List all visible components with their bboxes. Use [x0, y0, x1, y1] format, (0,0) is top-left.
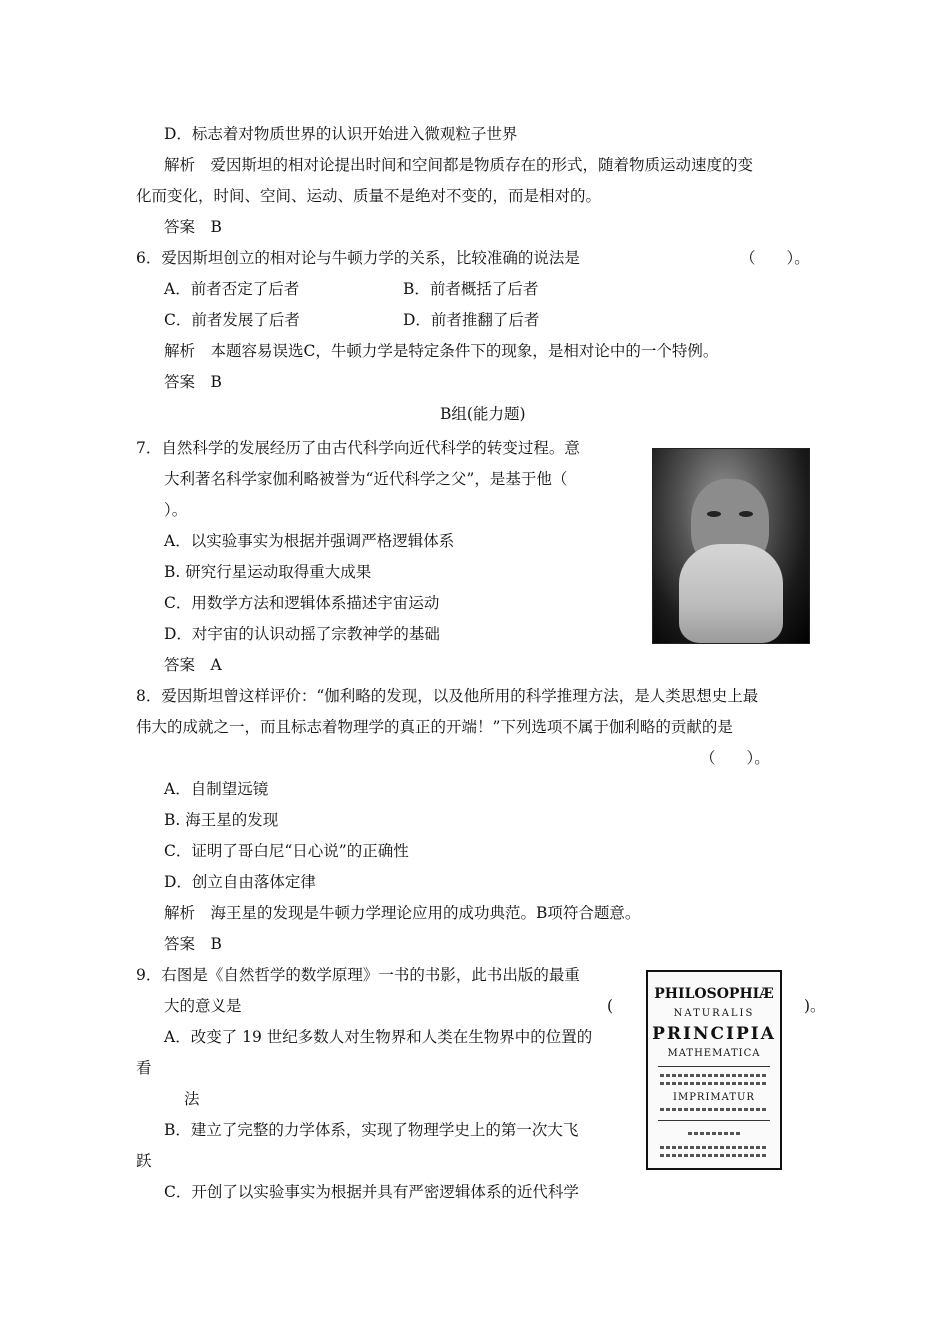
q9-option-b-wrap: 跃 — [136, 1152, 152, 1170]
q8-option-a: A．自制望远镜 — [164, 780, 269, 798]
q8-analysis: 解析 海王星的发现是牛顿力学理论应用的成功典范。B项符合题意。 — [164, 904, 641, 922]
book-small-print — [660, 1082, 768, 1085]
galileo-portrait-image — [652, 448, 810, 644]
q5-answer: 答案 B — [164, 218, 222, 236]
q8-stem: 8．爱因斯坦曾这样评价：“伽利略的发现，以及他所用的科学推理方法，是人类思想史上最 — [136, 687, 759, 705]
q6-bracket: （ ）。 — [740, 249, 810, 267]
q6-option-d: D．前者推翻了后者 — [403, 311, 540, 329]
q5-analysis-cont: 化而变化，时间、空间、运动、质量不是绝对不变的，而是相对的。 — [136, 187, 602, 205]
q7-option-d: D．对宇宙的认识动摇了宗教神学的基础 — [164, 625, 440, 643]
book-small-print — [660, 1154, 768, 1157]
q9-option-c: C．开创了以实验事实为根据并具有严密逻辑体系的近代科学 — [164, 1183, 579, 1201]
book-rule — [658, 1066, 770, 1067]
q6-answer: 答案 B — [164, 373, 222, 391]
q6-option-b: B．前者概括了后者 — [403, 280, 539, 298]
book-imprimatur: IMPRIMATUR — [673, 1092, 755, 1103]
q6-analysis: 解析 本题容易误选C，牛顿力学是特定条件下的现象，是相对论中的一个特例。 — [164, 342, 719, 360]
q7-stem-cont: 大利著名科学家伽利略被誉为“近代科学之父”，是基于他（ — [164, 470, 568, 488]
q9-bracket-close: )。 — [804, 997, 826, 1015]
q8-option-d: D．创立自由落体定律 — [164, 873, 316, 891]
q9-stem: 9．右图是《自然哲学的数学原理》一书的书影，此书出版的最重 — [136, 966, 580, 984]
q5-analysis: 解析 爱因斯坦的相对论提出时间和空间都是物质存在的形式，随着物质运动速度的变 — [164, 156, 754, 174]
q7-option-b: B. 研究行星运动取得重大成果 — [164, 563, 372, 581]
q8-option-b: B. 海王星的发现 — [164, 811, 279, 829]
q9-stem-cont: 大的意义是 — [164, 997, 242, 1015]
q9-option-a: A．改变了 19 世纪多数人对生物界和人类在生物界中的位置的 — [164, 1028, 593, 1046]
q7-option-a: A．以实验事实为根据并强调严格逻辑体系 — [164, 532, 455, 550]
principia-title-page-image — [646, 970, 782, 1170]
q8-stem-cont: 伟大的成就之一，而且标志着物理学的真正的开端！”下列选项不属于伽利略的贡献的是 — [136, 718, 733, 736]
book-small-print — [688, 1132, 740, 1135]
q7-answer: 答案 A — [164, 656, 222, 674]
q9-option-a-wrap1: 看 — [136, 1059, 152, 1077]
q8-option-c: C．证明了哥白尼“日心说”的正确性 — [164, 842, 409, 860]
q9-bracket-open: ( — [607, 997, 614, 1015]
q7-stem-end: ）。 — [164, 501, 188, 519]
q9-option-a-wrap2: 法 — [184, 1090, 200, 1108]
portrait-eye-left — [707, 511, 721, 517]
q6-option-c: C．前者发展了后者 — [164, 311, 300, 329]
q6-option-a: A．前者否定了后者 — [164, 280, 300, 298]
book-title-line1: PHILOSOPHIÆ — [654, 986, 774, 1002]
book-title-line3: PRINCIPIA — [652, 1024, 776, 1044]
q8-bracket: （ ）。 — [700, 749, 770, 767]
book-small-print — [660, 1108, 768, 1111]
q7-option-c: C．用数学方法和逻辑体系描述宇宙运动 — [164, 594, 440, 612]
q7-stem: 7．自然科学的发展经历了由古代科学向近代科学的转变过程。意 — [136, 439, 580, 457]
q6-stem: 6．爱因斯坦创立的相对论与牛顿力学的关系，比较准确的说法是 — [136, 249, 580, 267]
q5-option-d: D．标志着对物质世界的认识开始进入微观粒子世界 — [164, 125, 518, 143]
book-title-line2: NATURALIS — [673, 1008, 755, 1019]
q9-option-b: B．建立了完整的力学体系，实现了物理学史上的第一次大飞 — [164, 1121, 579, 1139]
portrait-eye-right — [739, 511, 753, 517]
portrait-beard — [679, 544, 783, 643]
section-heading: B组(能力题) — [440, 405, 526, 423]
book-small-print — [660, 1074, 768, 1077]
book-title-line4: MATHEMATICA — [667, 1048, 761, 1059]
q8-answer: 答案 B — [164, 935, 222, 953]
book-rule — [658, 1120, 770, 1121]
book-small-print — [660, 1146, 768, 1149]
